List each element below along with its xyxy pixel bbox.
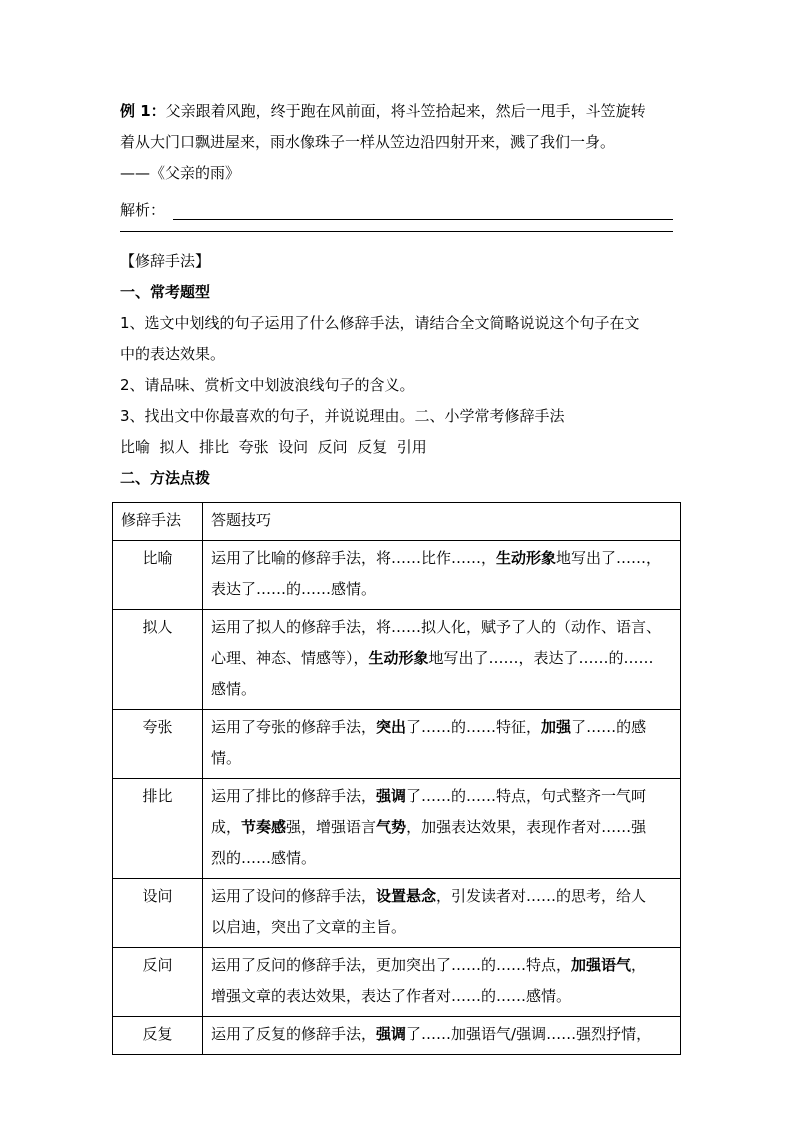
tip-text: 运用了反问的修辞手法，更加突出了……的……特点， [211,956,572,974]
tip-text: 运用了拟人的修辞手法，将……拟人化，赋予了人的（动作、语言、 [211,618,662,636]
tip-text: 情。 [211,749,242,767]
tip-text: 了……加强语气/强调……强烈抒情， [406,1025,652,1043]
row-tip [203,1017,681,1055]
table-row [113,948,681,1017]
tip-text: 运用了反复的修辞手法， [211,1025,377,1043]
tip-text: 表达了……的……感情。 [211,580,377,598]
tip-text: 运用了排比的修辞手法， [211,787,377,805]
header-name: 修辞手法 [113,503,203,541]
analysis-answer-line-2 [120,231,673,232]
methods-table [112,502,681,1055]
tip-bold: 生动形象 [496,549,557,567]
question-1-line-1: 1、选文中划线的句子运用了什么修辞手法，请结合全文简略说说这个句子在文 [120,314,640,332]
section2-title: 二、方法点拨 [120,469,211,487]
row-name: 排比 [113,779,203,879]
tip-text: 成， [211,818,242,836]
table-row [113,1017,681,1055]
tip-text: ，引发读者对……的思考，给人 [436,887,647,905]
tip-text: 地写出了……，表达了……的…… [428,649,654,667]
tip-text: 运用了比喻的修辞手法，将……比作……， [211,549,497,567]
section1-title: 一、常考题型 [120,283,211,301]
row-name: 设问 [113,879,203,948]
tip-text: 运用了夸张的修辞手法， [211,718,377,736]
rhetoric-heading: 【修辞手法】 [120,252,211,270]
row-tip [203,710,681,779]
tip-bold: 强调 [376,1025,407,1043]
tip-text: 感情。 [211,680,257,698]
tip-bold: 设置悬念 [376,887,437,905]
tip-bold: 生动形象 [368,649,429,667]
tip-text: 了……的……特征， [406,718,542,736]
tip-bold: 突出 [376,718,407,736]
tip-text: ，加强表达效果，表现作者对……强 [406,818,647,836]
example-text-2: 着从大门口飘进屋来，雨水像珠子一样从笠边沿四射开来，溅了我们一身。 [120,133,616,151]
table-row [113,779,681,879]
row-name: 夸张 [113,710,203,779]
tip-bold: 强调 [376,787,407,805]
tip-text: 地写出了……， [556,549,662,567]
analysis-row [120,189,680,220]
example-text-1: 父亲跟着风跑，终于跑在风前面，将斗笠拾起来，然后一甩手，斗笠旋转 [165,102,646,120]
question-2: 2、请品味、赏析文中划波浪线句子的含义。 [120,376,415,394]
tip-bold: 气势 [376,818,407,836]
row-name: 比喻 [113,541,203,610]
table-row [113,879,681,948]
header-tip: 答题技巧 [203,503,681,541]
table-header-row [113,503,681,541]
table-row [113,710,681,779]
question-3: 3、找出文中你最喜欢的句子，并说说理由。二、小学常考修辞手法 [120,407,565,425]
tip-text: 了……的……特点，句式整齐一气呵 [406,787,647,805]
row-name: 拟人 [113,610,203,710]
tip-text: 心理、神态、情感等）， [211,649,369,667]
table-row [113,541,681,610]
tip-bold: 加强语气 [571,956,632,974]
row-tip [203,779,681,879]
example-label: 例 1： [120,102,166,120]
rhetoric-list: 比喻 拟人 排比 夸张 设问 反问 反复 引用 [120,438,427,456]
table-row [113,610,681,710]
tip-text: 了……的感 [571,718,647,736]
document-body [120,96,680,494]
tip-bold: 节奏感 [241,818,287,836]
analysis-answer-line [173,199,673,220]
tip-text: 烈的……感情。 [211,849,317,867]
row-tip [203,610,681,710]
tip-bold: 加强 [541,718,572,736]
row-tip [203,948,681,1017]
tip-text: 以启迪，突出了文章的主旨。 [211,918,407,936]
question-1-line-2: 中的表达效果。 [120,345,226,363]
row-name: 反问 [113,948,203,1017]
row-name: 反复 [113,1017,203,1055]
example-source: ——《父亲的雨》 [120,164,241,182]
tip-text: ， [631,956,647,974]
tip-text: 运用了设问的修辞手法， [211,887,377,905]
row-tip [203,541,681,610]
analysis-label: 解析： [120,201,166,219]
row-tip [203,879,681,948]
tip-text: 强，增强语言 [286,818,377,836]
example-line-1 [120,96,680,127]
tip-text: 增强文章的表达效果，表达了作者对……的……感情。 [211,987,572,1005]
